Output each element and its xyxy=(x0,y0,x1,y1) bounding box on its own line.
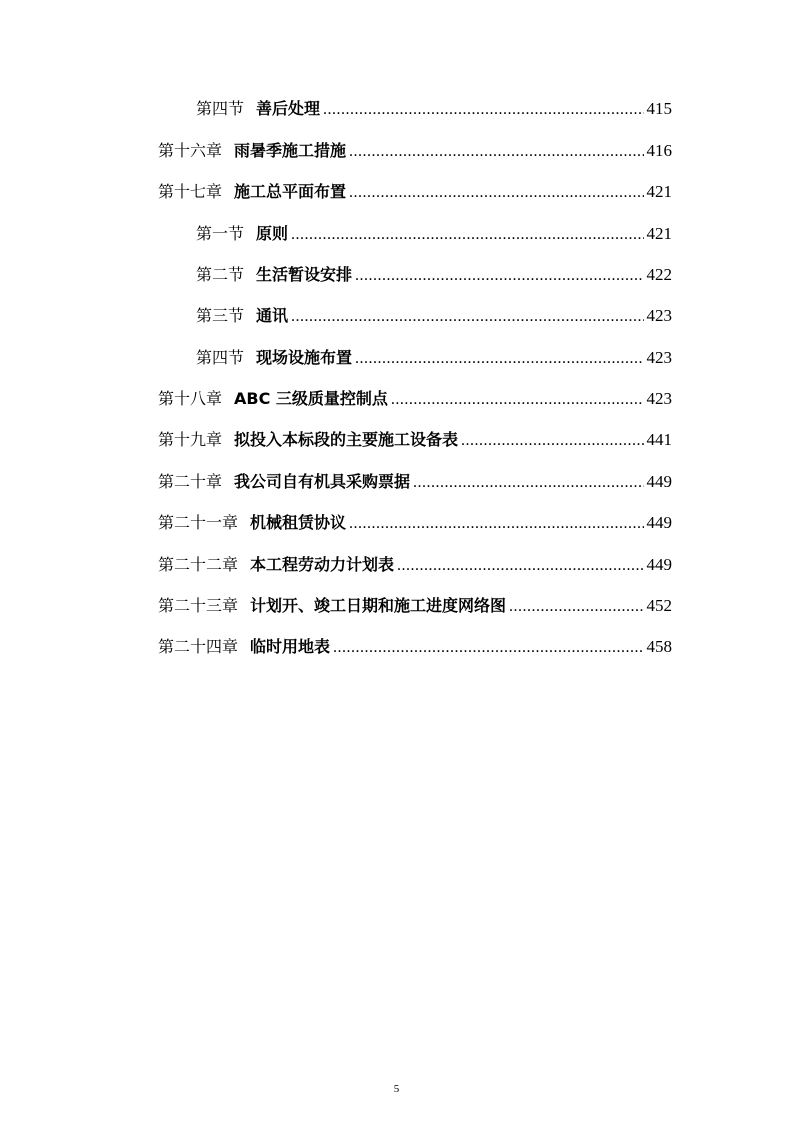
toc-entry[interactable] xyxy=(158,138,672,164)
toc-entry[interactable] xyxy=(158,179,672,205)
toc-entry-number: 第一节 xyxy=(196,224,245,243)
toc-entry[interactable] xyxy=(158,634,672,660)
toc-entry-title: 现场设施布置 xyxy=(256,348,353,367)
toc-entry-title: 善后处理 xyxy=(256,99,321,118)
toc-entry-page: 449 xyxy=(646,555,672,574)
toc-entry-number: 第十六章 xyxy=(158,141,223,160)
toc-entry[interactable] xyxy=(196,221,672,247)
toc-entry-number: 第二十一章 xyxy=(158,513,239,532)
toc-dot-leader xyxy=(461,428,643,454)
toc-entry-number: 第二十三章 xyxy=(158,596,239,615)
toc-dot-leader xyxy=(397,553,643,579)
toc-entry[interactable] xyxy=(196,345,672,371)
toc-entry-page: 441 xyxy=(646,430,672,449)
toc-entry-number: 第四节 xyxy=(196,99,245,118)
toc-entry-title: 临时用地表 xyxy=(250,637,331,656)
toc-dot-leader xyxy=(391,387,644,413)
toc-entry-page: 449 xyxy=(646,472,672,491)
toc-dot-leader xyxy=(355,263,643,289)
toc-entry[interactable] xyxy=(158,510,672,536)
toc-dot-leader xyxy=(413,470,643,496)
toc-entry[interactable] xyxy=(158,427,672,453)
toc-entry-number: 第四节 xyxy=(196,348,245,367)
toc-entry-title: 通讯 xyxy=(256,306,289,325)
toc-entry-page: 449 xyxy=(646,513,672,532)
toc-entry-title: 原则 xyxy=(256,224,289,243)
toc-entry-title: 雨暑季施工措施 xyxy=(234,141,347,160)
toc-entry[interactable] xyxy=(196,262,672,288)
toc-entry-title: 本工程劳动力计划表 xyxy=(250,555,395,574)
toc-entry-page: 458 xyxy=(646,637,672,656)
toc-entry[interactable] xyxy=(158,469,672,495)
toc-entry-page: 423 xyxy=(646,348,672,367)
page-number: 5 xyxy=(393,1083,400,1095)
toc-entry[interactable] xyxy=(158,386,672,412)
toc-dot-leader xyxy=(349,180,643,206)
toc-entry-page: 415 xyxy=(646,99,672,118)
toc-dot-leader xyxy=(333,635,643,661)
toc-dot-leader xyxy=(509,594,643,620)
toc-entry-number: 第十八章 xyxy=(158,389,223,408)
toc-entry[interactable] xyxy=(158,593,672,619)
toc-dot-leader xyxy=(291,304,643,330)
toc-entry-page: 421 xyxy=(646,182,672,201)
toc-entry-number: 第二十章 xyxy=(158,472,223,491)
toc-dot-leader xyxy=(291,222,643,248)
toc-entry-title: 我公司自有机具采购票据 xyxy=(234,472,411,491)
toc-entry-page: 416 xyxy=(646,141,672,160)
toc-entry-title: 计划开、竣工日期和施工进度网络图 xyxy=(250,596,507,615)
toc-entry-page: 452 xyxy=(646,596,672,615)
toc-entry[interactable] xyxy=(196,303,672,329)
toc-entry-title: 机械租赁协议 xyxy=(250,513,347,532)
toc-entry-number: 第十九章 xyxy=(158,430,223,449)
toc-entry-number: 第三节 xyxy=(196,306,245,325)
toc-entry-number: 第十七章 xyxy=(158,182,223,201)
toc-entry-title: 施工总平面布置 xyxy=(234,182,347,201)
toc-entry-title: 生活暂设安排 xyxy=(256,265,353,284)
toc-entry-title: 拟投入本标段的主要施工设备表 xyxy=(234,430,459,449)
toc-entry-number: 第二十二章 xyxy=(158,555,239,574)
toc-entry-page: 422 xyxy=(646,265,672,284)
toc-dot-leader xyxy=(323,97,643,123)
toc-entry[interactable] xyxy=(196,96,672,122)
toc-dot-leader xyxy=(349,139,643,165)
toc-dot-leader xyxy=(355,346,643,372)
toc-entry-page: 423 xyxy=(646,389,672,408)
toc-entry-title: ABC 三级质量控制点 xyxy=(234,389,388,408)
toc-entry-page: 423 xyxy=(646,306,672,325)
toc-entry-number: 第二节 xyxy=(196,265,245,284)
toc-entry[interactable] xyxy=(158,552,672,578)
toc-dot-leader xyxy=(349,511,643,537)
toc-entry-number: 第二十四章 xyxy=(158,637,239,656)
toc-entry-page: 421 xyxy=(646,224,672,243)
